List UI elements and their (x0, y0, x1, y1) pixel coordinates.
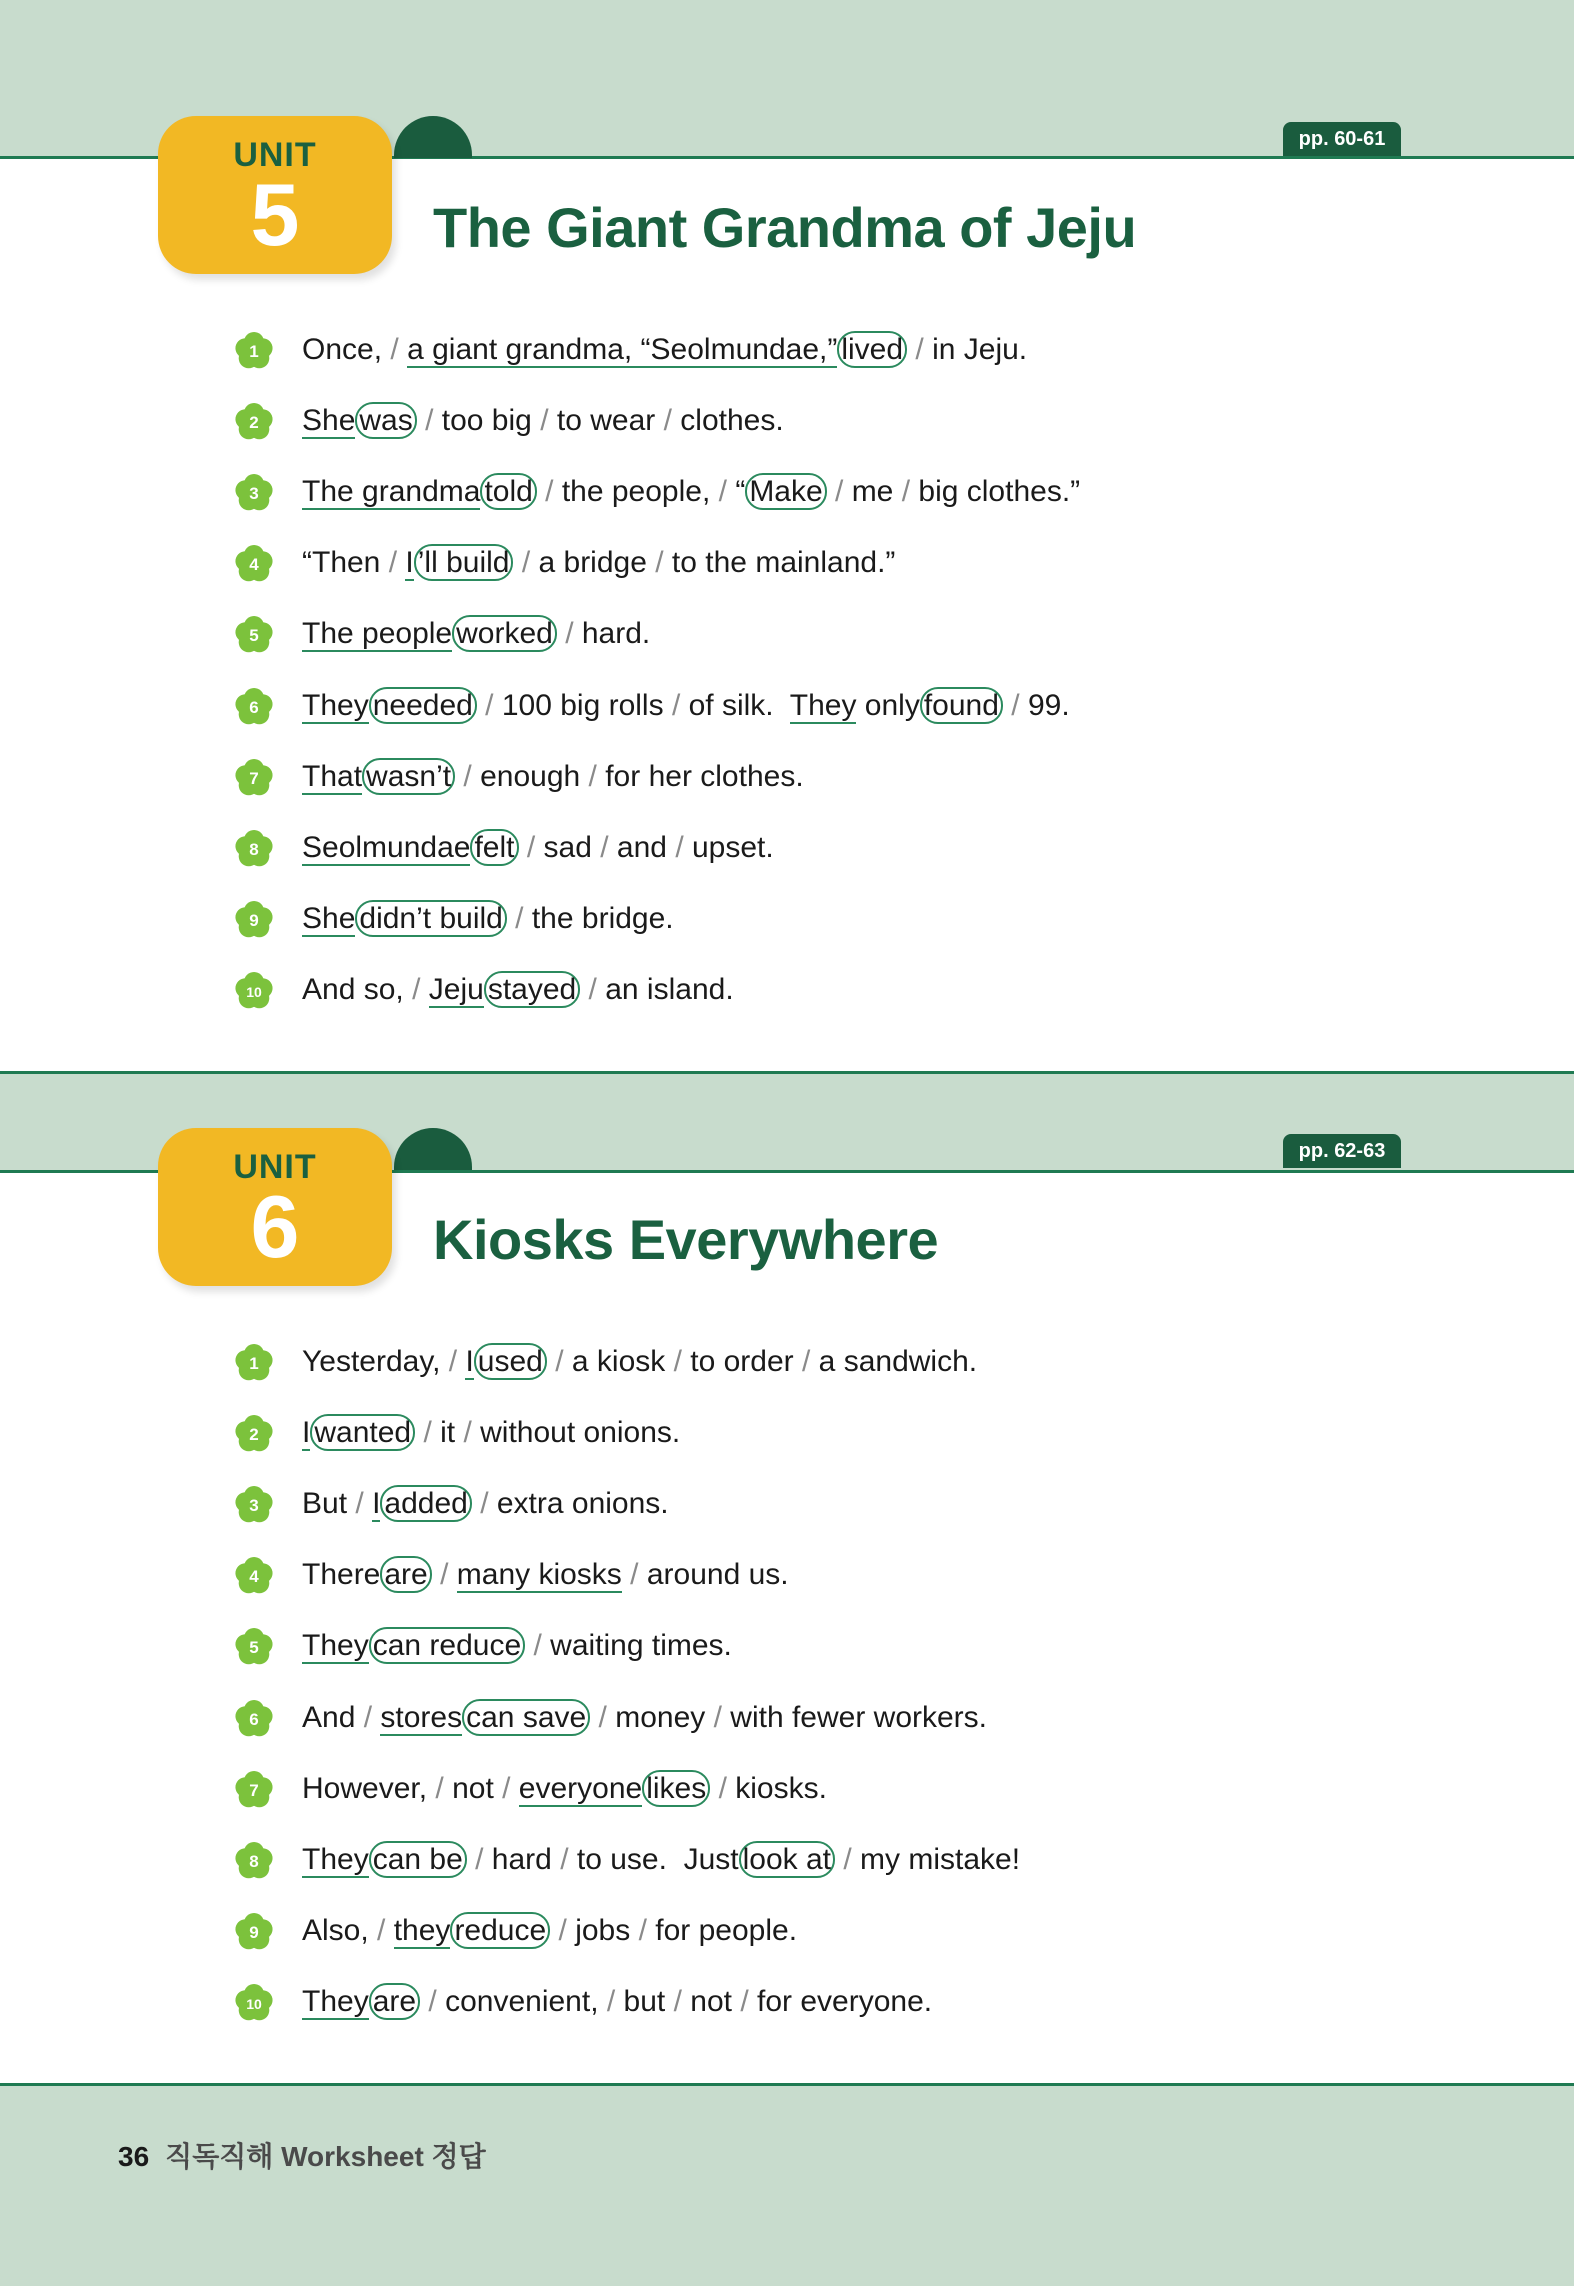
sentence-text (302, 1764, 827, 1814)
sentence-text (302, 325, 1027, 375)
sentence-segment: not (443, 1772, 503, 1805)
subject-underline: Jeju (428, 973, 484, 1006)
sentence-segment: hard. (573, 617, 651, 650)
svg-text:4: 4 (249, 555, 259, 574)
sentence-segment: And (302, 1701, 364, 1734)
chunk-slash: / (440, 1558, 449, 1591)
chunk-slash: / (515, 902, 524, 935)
sentence-segment (513, 546, 521, 579)
number-badge-icon (234, 971, 274, 1011)
sentence-text (302, 1479, 669, 1529)
sentence-text (302, 467, 1080, 517)
subject-underline: they (393, 1914, 451, 1947)
chunk-slash: / (480, 1487, 489, 1520)
sentence-segment (537, 475, 545, 508)
svg-text:6: 6 (249, 1710, 259, 1729)
sentence-row (0, 681, 1574, 731)
sentence-segment (580, 973, 588, 1006)
sentence-segment: only (856, 689, 920, 722)
svg-text:8: 8 (249, 840, 259, 859)
chunk-slash: / (377, 1914, 386, 1947)
sentence-segment: for everyone. (748, 1985, 933, 2018)
verb-circle: found (920, 687, 1003, 724)
sentence-segment (417, 404, 425, 437)
svg-text:5: 5 (249, 626, 259, 645)
sentence-segment (1003, 689, 1011, 722)
sentence-text (302, 1621, 732, 1671)
sentence-segment: “Then (302, 546, 389, 579)
number-badge-icon (234, 1770, 274, 1810)
subject-underline: a giant grandma, “Seolmundae,” (407, 333, 838, 366)
sentence-segment (557, 617, 565, 650)
chunk-slash: / (606, 1985, 616, 2018)
sentence-segment: me (843, 475, 902, 508)
chunk-slash: / (843, 1843, 852, 1876)
chunk-slash: / (540, 404, 549, 437)
chunk-slash: / (475, 1843, 484, 1876)
sentence-segment: extra onions. (488, 1487, 669, 1520)
chunk-slash: / (363, 1701, 373, 1734)
chunk-slash: / (718, 1772, 727, 1805)
sentence-segment: There (302, 1558, 381, 1591)
chunk-slash: / (425, 404, 434, 437)
chunk-slash: / (390, 333, 399, 366)
sentence-segment: kiosks. (726, 1772, 827, 1805)
sentence-text (302, 1977, 932, 2027)
unit-title: Kiosks Everywhere (433, 1208, 939, 1271)
subject-underline: She (302, 404, 356, 437)
verb-circle: can reduce (369, 1627, 525, 1664)
chunk-slash: / (630, 1558, 639, 1591)
chunk-slash: / (675, 831, 684, 864)
unit-number: 5 (250, 165, 300, 264)
page-reference: pp. 62-63 (1283, 1134, 1401, 1168)
sentence-segment (710, 1772, 718, 1805)
number-badge-icon (234, 1983, 274, 2023)
sentence-segment: And so, (302, 973, 413, 1006)
chunk-slash: / (638, 1914, 647, 1947)
bottom-band (0, 2083, 1574, 2286)
subject-underline: The grandma (302, 475, 481, 508)
sentence-text (302, 752, 804, 802)
sentence-segment: But (302, 1487, 356, 1520)
chunk-slash: / (565, 617, 574, 650)
svg-text:2: 2 (249, 413, 259, 432)
sentence-segment: money (606, 1701, 714, 1734)
number-badge-icon (234, 1343, 274, 1383)
chunk-slash: / (545, 475, 554, 508)
sentence-row (0, 823, 1574, 873)
verb-circle: likes (642, 1770, 710, 1807)
sentence-text (302, 1835, 1020, 1885)
page-reference: pp. 60-61 (1283, 122, 1401, 156)
sentence-segment: not (681, 1985, 741, 2018)
verb-circle: are (369, 1983, 420, 2020)
number-badge-icon (234, 473, 274, 513)
sentence-text (302, 609, 650, 659)
chunk-slash: / (388, 546, 398, 579)
sentence-row (0, 965, 1574, 1015)
sentence-segment (550, 1914, 558, 1947)
number-badge-icon (234, 1699, 274, 1739)
number-badge-icon (234, 1841, 274, 1881)
svg-text:9: 9 (249, 1923, 259, 1942)
sentence-segment: to wear (548, 404, 664, 437)
sentence-text (302, 1408, 680, 1458)
chunk-slash: / (355, 1487, 364, 1520)
sentence-text (302, 1693, 987, 1743)
footer-text: 직독직해 Worksheet 정답 (165, 2141, 486, 2172)
svg-text:8: 8 (249, 1852, 259, 1871)
verb-circle: can save (462, 1699, 590, 1736)
subject-underline: The people (302, 617, 453, 650)
sentence-segment: clothes. (671, 404, 784, 437)
unit-5-tab (158, 116, 392, 274)
chunk-slash: / (558, 1914, 567, 1947)
svg-text:6: 6 (249, 698, 259, 717)
chunk-slash: / (588, 973, 597, 1006)
sentence-text (302, 823, 774, 873)
sentence-segment: Once, (302, 333, 383, 366)
sentence-segment (590, 1701, 598, 1734)
sentence-segment: of silk. (680, 689, 790, 722)
unit-6-tab (158, 1128, 392, 1286)
number-badge-icon (234, 758, 274, 798)
sentence-row (0, 1693, 1574, 1743)
sentence-segment: for her clothes. (596, 760, 804, 793)
sentence-segment: around us. (638, 1558, 789, 1591)
sentence-row (0, 1977, 1574, 2027)
sentence-text (302, 965, 734, 1015)
number-badge-icon (234, 1627, 274, 1667)
sentence-row (0, 325, 1574, 375)
number-badge-icon (234, 1912, 274, 1952)
subject-underline: That (302, 760, 363, 793)
sentence-text (302, 396, 784, 446)
subject-underline: She (302, 902, 356, 935)
svg-text:9: 9 (249, 911, 259, 930)
sentence-segment: a sandwich. (810, 1345, 978, 1378)
chunk-slash: / (835, 475, 844, 508)
subject-underline: stores (380, 1701, 463, 1734)
unit-title: The Giant Grandma of Jeju (433, 196, 1137, 259)
sentence-segment: upset. (683, 831, 774, 864)
chunk-slash: / (428, 1985, 437, 2018)
verb-circle: Make (745, 473, 826, 510)
sentence-segment (420, 973, 428, 1006)
sentence-text (302, 538, 895, 588)
sentence-segment: enough (471, 760, 589, 793)
number-badge-icon (234, 331, 274, 371)
chunk-slash: / (463, 760, 472, 793)
sentence-segment: Yesterday, (302, 1345, 449, 1378)
sentence-segment: to order (681, 1345, 802, 1378)
sentence-segment: However, (302, 1772, 436, 1805)
sentence-segment: waiting times. (541, 1629, 732, 1662)
sentence-segment (448, 1558, 456, 1591)
chunk-slash: / (502, 1772, 511, 1805)
subject-underline: They (302, 689, 369, 722)
sentence-row (0, 538, 1574, 588)
unit-label: UNIT (233, 1148, 317, 1186)
verb-circle: used (474, 1343, 547, 1380)
sentence-segment: and (608, 831, 676, 864)
chunk-slash: / (598, 1701, 607, 1734)
svg-text:1: 1 (249, 342, 259, 361)
verb-circle: told (480, 473, 536, 510)
sentence-row (0, 1835, 1574, 1885)
chunk-slash: / (526, 831, 536, 864)
sentence-segment: Also, (302, 1914, 378, 1947)
number-badge-icon (234, 1414, 274, 1454)
sentence-segment: sad (535, 831, 601, 864)
number-badge-icon (234, 829, 274, 869)
verb-circle: reduce (450, 1912, 550, 1949)
sentence-segment: “ (726, 475, 746, 508)
chunk-slash: / (671, 689, 681, 722)
svg-text:4: 4 (249, 1567, 259, 1586)
sentence-segment (507, 902, 515, 935)
verb-circle: are (380, 1556, 431, 1593)
chunk-slash: / (718, 475, 727, 508)
sentence-text (302, 1906, 797, 1956)
chunk-slash: / (533, 1629, 542, 1662)
svg-text:7: 7 (249, 769, 259, 788)
sentence-segment: an island. (596, 973, 734, 1006)
svg-text:5: 5 (249, 1638, 259, 1657)
sentence-segment (364, 1487, 372, 1520)
chunk-slash: / (423, 1416, 432, 1449)
sentence-segment (399, 333, 407, 366)
sentence-row (0, 396, 1574, 446)
sentence-segment: jobs (566, 1914, 639, 1947)
sentence-segment (467, 1843, 475, 1876)
unit-number: 6 (250, 1177, 300, 1276)
sentence-segment (385, 1914, 393, 1947)
subject-underline: Seolmundae (302, 831, 471, 864)
sentence-segment: but (615, 1985, 674, 2018)
sentence-segment (622, 1558, 630, 1591)
verb-circle: didn’t build (355, 900, 506, 937)
subject-underline: They (302, 1985, 369, 2018)
sentence-segment (432, 1558, 440, 1591)
verb-circle: worked (452, 615, 557, 652)
sentence-segment: 99. (1019, 689, 1070, 722)
verb-circle: can be (369, 1841, 467, 1878)
sentence-row (0, 1621, 1574, 1671)
chunk-slash: / (600, 831, 609, 864)
sentence-text (302, 1337, 977, 1387)
unit-label: UNIT (233, 136, 317, 174)
svg-text:7: 7 (249, 1781, 259, 1800)
sentence-segment (827, 475, 835, 508)
chunk-slash: / (673, 1345, 682, 1378)
sentence-row (0, 609, 1574, 659)
number-badge-icon (234, 402, 274, 442)
number-badge-icon (234, 544, 274, 584)
sentence-segment (547, 1345, 555, 1378)
sentence-segment: in Jeju. (923, 333, 1028, 366)
subject-underline: I (302, 1416, 311, 1449)
sentence-segment: the bridge. (523, 902, 674, 935)
svg-text:3: 3 (249, 484, 259, 503)
sentence-row (0, 1479, 1574, 1529)
svg-text:2: 2 (249, 1425, 259, 1444)
subject-underline: They (789, 689, 857, 722)
svg-text:10: 10 (246, 1996, 262, 2012)
verb-circle: wasn’t (362, 758, 455, 795)
sentence-row (0, 894, 1574, 944)
sentence-segment: a kiosk (563, 1345, 674, 1378)
number-badge-icon (234, 1485, 274, 1525)
sentence-row (0, 1408, 1574, 1458)
subject-underline: many kiosks (456, 1558, 622, 1591)
sentence-segment: to the mainland.” (663, 546, 896, 579)
chunk-slash: / (901, 475, 911, 508)
verb-circle: needed (369, 687, 477, 724)
sentence-row (0, 1550, 1574, 1600)
verb-circle: lived (837, 331, 907, 368)
chunk-slash: / (588, 760, 597, 793)
sentence-segment: the people, (553, 475, 719, 508)
sentence-segment (477, 689, 485, 722)
chunk-slash: / (915, 333, 924, 366)
subject-underline: I (372, 1487, 381, 1520)
sentence-segment: 100 big rolls (493, 689, 672, 722)
chunk-slash: / (555, 1345, 564, 1378)
subject-underline: everyone (518, 1772, 643, 1805)
sentence-segment: with fewer workers. (721, 1701, 988, 1734)
chunk-slash: / (655, 546, 664, 579)
sentence-segment (472, 1487, 480, 1520)
chunk-slash: / (1011, 689, 1020, 722)
verb-circle: ’ll build (414, 544, 514, 581)
number-badge-icon (234, 900, 274, 940)
sentence-row (0, 752, 1574, 802)
subject-underline: I (465, 1345, 474, 1378)
page-number: 36 (118, 2141, 150, 2172)
chunk-slash: / (521, 546, 531, 579)
sentence-segment (519, 831, 527, 864)
sentence-row (0, 1764, 1574, 1814)
chunk-slash: / (412, 973, 421, 1006)
svg-text:1: 1 (249, 1354, 259, 1373)
chunk-slash: / (740, 1985, 749, 2018)
sentence-row (0, 1337, 1574, 1387)
number-badge-icon (234, 687, 274, 727)
verb-circle: was (355, 402, 416, 439)
page-footer (118, 2135, 486, 2175)
sentence-text (302, 681, 1070, 731)
sentence-segment: for people. (646, 1914, 798, 1947)
sentence-segment: to use. Just (568, 1843, 739, 1876)
subject-underline: They (302, 1843, 369, 1876)
chunk-slash: / (673, 1985, 682, 2018)
svg-text:10: 10 (246, 984, 262, 1000)
sentence-segment: without onions. (471, 1416, 681, 1449)
sentence-segment: big clothes.” (910, 475, 1081, 508)
number-badge-icon (234, 1556, 274, 1596)
sentence-segment: a bridge (530, 546, 656, 579)
subject-underline: I (405, 546, 414, 579)
sentence-segment: it (431, 1416, 464, 1449)
sentence-text (302, 1550, 789, 1600)
chunk-slash: / (560, 1843, 569, 1876)
chunk-slash: / (663, 404, 672, 437)
chunk-slash: / (485, 689, 494, 722)
chunk-slash: / (463, 1416, 472, 1449)
sentence-segment: convenient, (436, 1985, 607, 2018)
chunk-slash: / (448, 1345, 458, 1378)
verb-circle: stayed (484, 971, 580, 1008)
sentence-segment: my mistake! (851, 1843, 1021, 1876)
sentence-segment: too big (433, 404, 541, 437)
chunk-slash: / (713, 1701, 722, 1734)
sentence-segment: hard (483, 1843, 561, 1876)
sentence-row (0, 1906, 1574, 1956)
verb-circle: felt (470, 829, 518, 866)
sentence-row (0, 467, 1574, 517)
chunk-slash: / (802, 1345, 811, 1378)
chunk-slash: / (435, 1772, 444, 1805)
sentence-text (302, 894, 674, 944)
number-badge-icon (234, 615, 274, 655)
verb-circle: added (380, 1485, 471, 1522)
sentence-segment (510, 1772, 518, 1805)
verb-circle: look at (739, 1841, 835, 1878)
svg-text:3: 3 (249, 1496, 259, 1515)
subject-underline: They (302, 1629, 369, 1662)
verb-circle: wanted (310, 1414, 415, 1451)
